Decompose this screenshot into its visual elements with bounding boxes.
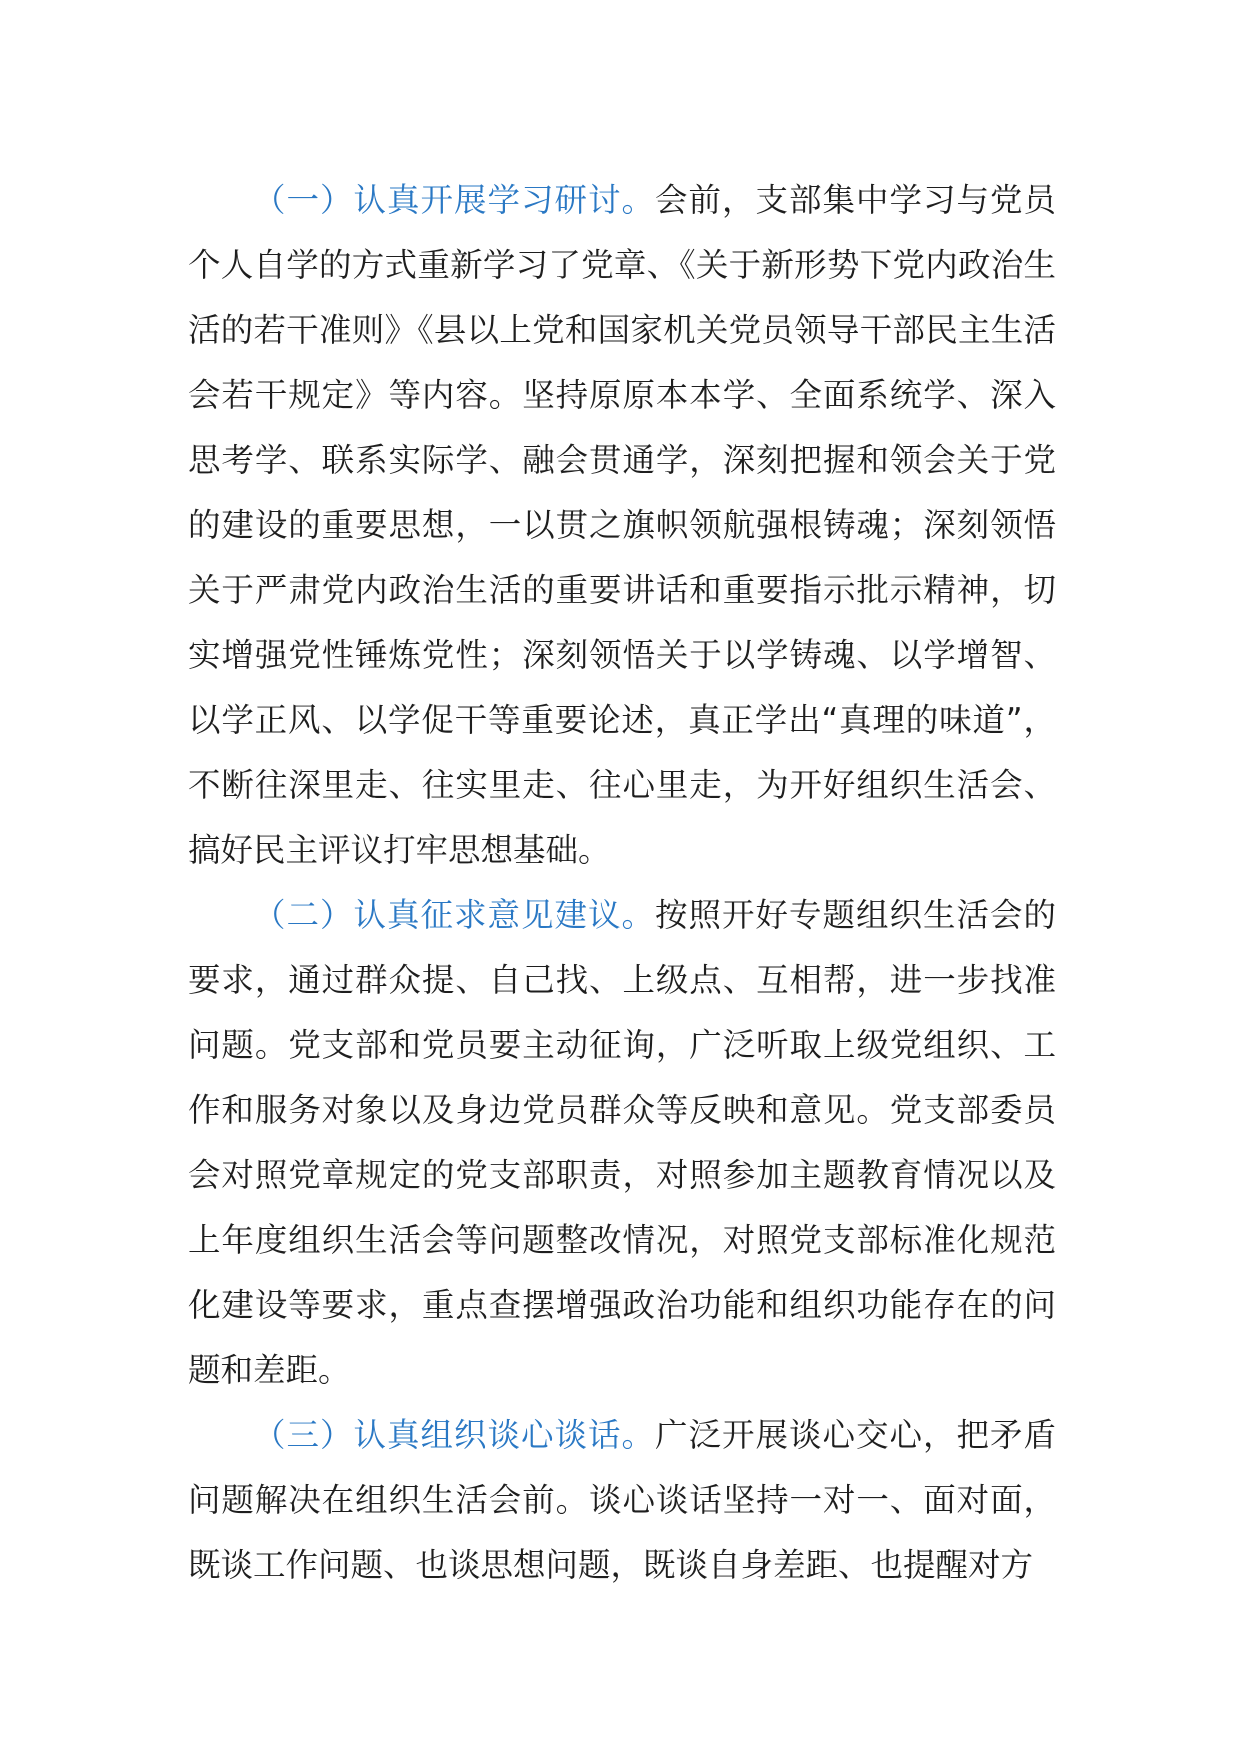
document-body [188, 168, 1056, 1598]
section-1-body: 会前，支部集中学习与党员个人自学的方式重新学习了党章、《关于新形势下党内政治生活的若干准则》《县以上党和国家机关党员领导干部民主生活会若干规定》等内容。坚持原原本本学、全面系统学、深入思考学、联系实际学、融会贯通学，深刻把握和领会关于党的建设的重要思想，一以贯之旗帜领航强根铸魂；深刻领悟关于严肃党内政治生活的重要讲话和重要指示批示精神，切实增强党性锤炼党性；深刻领悟关于以学铸魂、以学增智、以学正风、以学促干等重要论述，真正学出“真理的味道”，不断往深里走、往实里走、往心里走，为开好组织生活会、搞好民主评议打牢思想基础。 [188, 181, 1056, 869]
section-1-heading: （一）认真开展学习研讨。 [253, 181, 655, 219]
section-3-heading: （三）认真组织谈心谈话。 [253, 1416, 655, 1454]
section-2-paragraph [188, 883, 1056, 1403]
section-3-body: 广泛开展谈心交心，把矛盾问题解决在组织生活会前。谈心谈话坚持一对一、面对面，既谈工作问题、也谈思想问题，既谈自身差距、也提醒对方 [188, 1416, 1056, 1584]
section-3-paragraph [188, 1403, 1056, 1598]
section-1-paragraph [188, 168, 1056, 883]
section-2-heading: （二）认真征求意见建议。 [253, 896, 655, 934]
section-2-body: 按照开好专题组织生活会的要求，通过群众提、自己找、上级点、互相帮，进一步找准问题。党支部和党员要主动征询，广泛听取上级党组织、工作和服务对象以及身边党员群众等反映和意见。党支部委员会对照党章规定的党支部职责，对照参加主题教育情况以及上年度组织生活会等问题整改情况，对照党支部标准化规范化建设等要求，重点查摆增强政治功能和组织功能存在的问题和差距。 [188, 896, 1056, 1389]
